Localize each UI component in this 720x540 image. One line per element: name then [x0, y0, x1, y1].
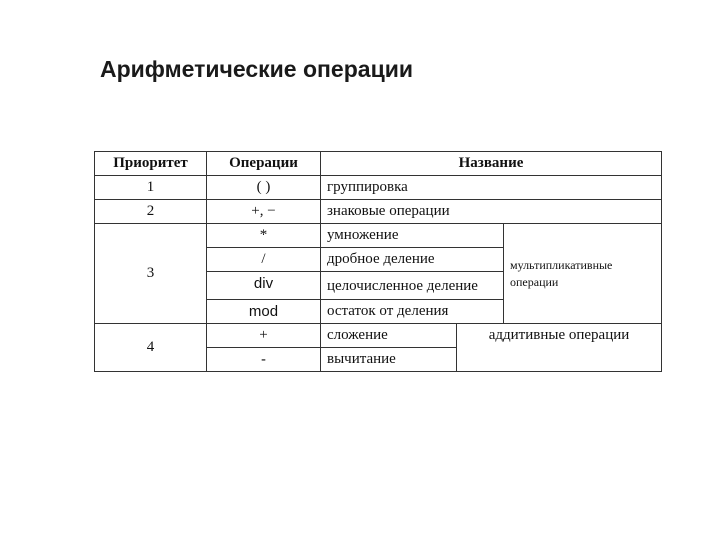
name-cell: сложение [321, 324, 457, 348]
additive-group-label: аддитивные операции [457, 324, 662, 372]
operation-cell: div [207, 272, 321, 300]
operation-cell: / [207, 248, 321, 272]
operation-cell: mod [207, 300, 321, 324]
operation-cell: +, − [207, 200, 321, 224]
priority-cell: 3 [95, 224, 207, 324]
name-cell: остаток от деления [321, 300, 504, 324]
operation-cell: ( ) [207, 176, 321, 200]
name-cell: группировка [321, 176, 662, 200]
table-row [95, 324, 662, 348]
name-cell: целочисленное деление [321, 272, 504, 300]
table-row [95, 200, 662, 224]
priority-cell: 4 [95, 324, 207, 372]
operation-cell: * [207, 224, 321, 248]
header-operations: Операции [207, 152, 321, 176]
header-name: Название [321, 152, 662, 176]
table-row [95, 224, 662, 248]
table-header-row [95, 152, 662, 176]
header-priority: Приоритет [95, 152, 207, 176]
name-cell: дробное деление [321, 248, 504, 272]
multiplicative-group-label: мультипликативные операции [504, 224, 662, 324]
name-cell: вычитание [321, 348, 457, 372]
priority-cell: 2 [95, 200, 207, 224]
operations-table [94, 151, 662, 372]
page-title: Арифметические операции [100, 56, 413, 82]
name-cell: умножение [321, 224, 504, 248]
operation-cell: + [207, 324, 321, 348]
priority-cell: 1 [95, 176, 207, 200]
table-row [95, 176, 662, 200]
name-cell: знаковые операции [321, 200, 662, 224]
operation-cell: - [207, 348, 321, 372]
